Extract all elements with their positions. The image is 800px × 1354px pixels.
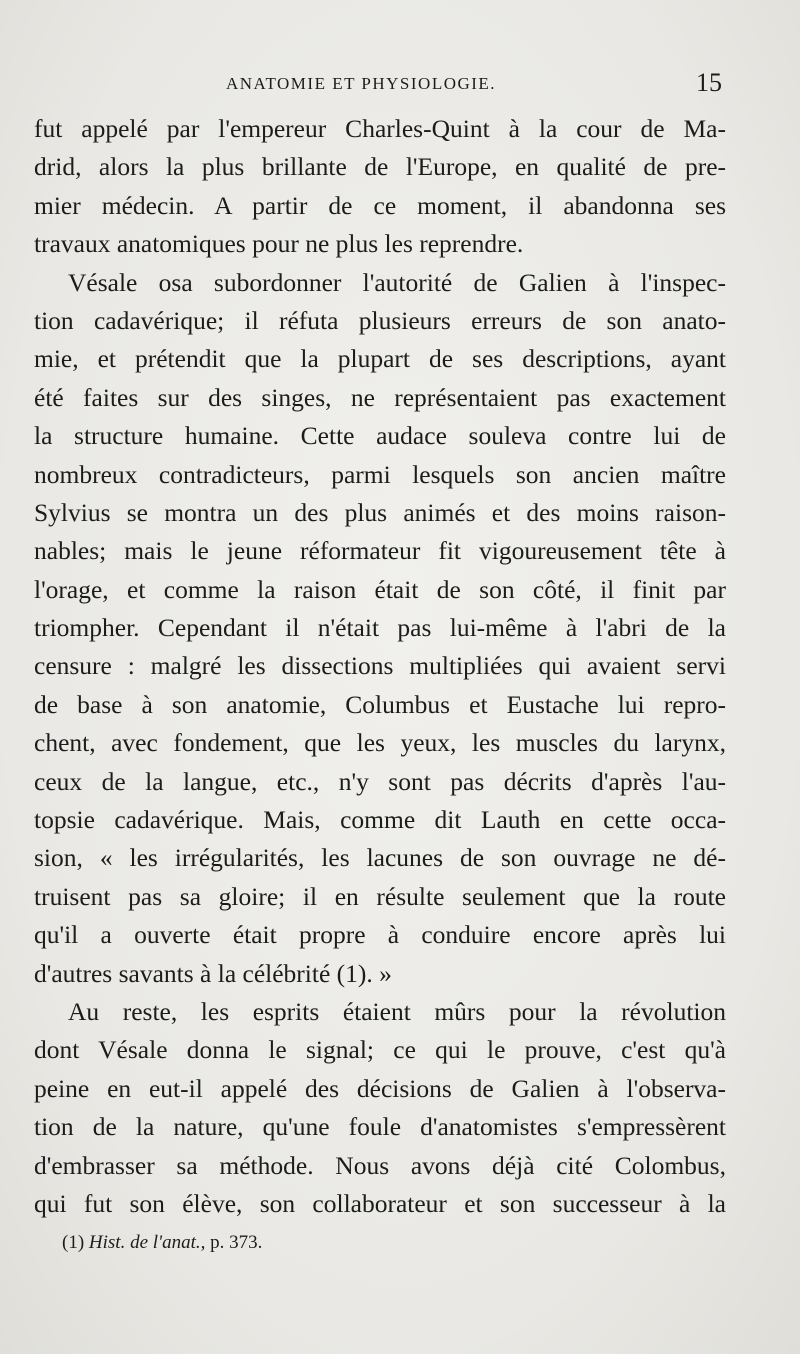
footnote-source: Hist. de l'anat., xyxy=(88,1232,206,1253)
paragraph xyxy=(34,110,726,264)
footnote-marker: (1) xyxy=(62,1232,85,1253)
text-line: été faites sur des singes, ne représentaient pas exactement xyxy=(34,382,726,412)
text-line: tion de la nature, qu'une foule d'anatomistes s'empressèrent xyxy=(34,1112,726,1142)
text-line: ceux de la langue, etc., n'y sont pas décrits d'après l'au- xyxy=(34,766,726,796)
text-line: d'embrasser sa méthode. Nous avons déjà cité Colombus, xyxy=(34,1150,726,1180)
footnote-page: p. 373. xyxy=(210,1232,263,1253)
text-line: topsie cadavérique. Mais, comme dit Lauth en cette occa- xyxy=(34,805,726,835)
text-line: mier médecin. A partir de ce moment, il abandonna ses xyxy=(34,190,726,220)
text-line: Vésale osa subordonner l'autorité de Galien à l'inspec- xyxy=(68,267,726,297)
text-line: l'orage, et comme la raison était de son côté, il finit par xyxy=(34,574,726,604)
text-line: de base à son anatomie, Columbus et Eustache lui repro- xyxy=(34,689,726,719)
text-line: d'autres savants à la célébrité (1). » xyxy=(34,958,392,988)
text-line: qui fut son élève, son collaborateur et son successeur à la xyxy=(34,1188,726,1218)
paragraph xyxy=(34,264,726,993)
text-line: truisent pas sa gloire; il en résulte seulement que la route xyxy=(34,881,726,911)
text-line: triompher. Cependant il n'était pas lui-même à l'abri de la xyxy=(34,613,726,643)
text-line: la structure humaine. Cette audace souleva contre lui de xyxy=(34,421,726,451)
text-line: sion, « les irrégularités, les lacunes de son ouvrage ne dé- xyxy=(34,843,726,873)
body-text xyxy=(34,110,726,1223)
running-title: ANATOMIE ET PHYSIOLOGIE. xyxy=(226,74,497,93)
text-line: chent, avec fondement, que les yeux, les muscles du larynx, xyxy=(34,728,726,758)
footnote xyxy=(62,1232,262,1254)
text-line: drid, alors la plus brillante de l'Europe, en qualité de pre- xyxy=(34,152,726,182)
text-line: censure : malgré les dissections multipliées qui avaient servi xyxy=(34,651,726,681)
text-line: nombreux contradicteurs, parmi lesquels son ancien maître xyxy=(34,459,726,489)
text-line: nables; mais le jeune réformateur fit vigoureusement tête à xyxy=(34,536,726,566)
paragraph xyxy=(34,993,726,1223)
text-line: mie, et prétendit que la plupart de ses descriptions, ayant xyxy=(34,344,726,374)
running-header xyxy=(36,68,730,102)
text-line: Sylvius se montra un des plus animés et des moins raison- xyxy=(34,497,726,527)
text-line: peine en eut-il appelé des décisions de Galien à l'observa- xyxy=(34,1073,726,1103)
text-line: tion cadavérique; il réfuta plusieurs erreurs de son anato- xyxy=(34,305,726,335)
text-line: fut appelé par l'empereur Charles-Quint à la cour de Ma- xyxy=(34,114,726,143)
text-line: travaux anatomiques pour ne plus les reprendre. xyxy=(34,229,524,259)
page-number: 15 xyxy=(696,68,722,97)
text-line: Au reste, les esprits étaient mûrs pour la révolution xyxy=(68,996,726,1026)
text-line: qu'il a ouverte était propre à conduire encore après lui xyxy=(34,920,726,950)
text-line: dont Vésale donna le signal; ce qui le prouve, c'est qu'à xyxy=(34,1035,726,1065)
